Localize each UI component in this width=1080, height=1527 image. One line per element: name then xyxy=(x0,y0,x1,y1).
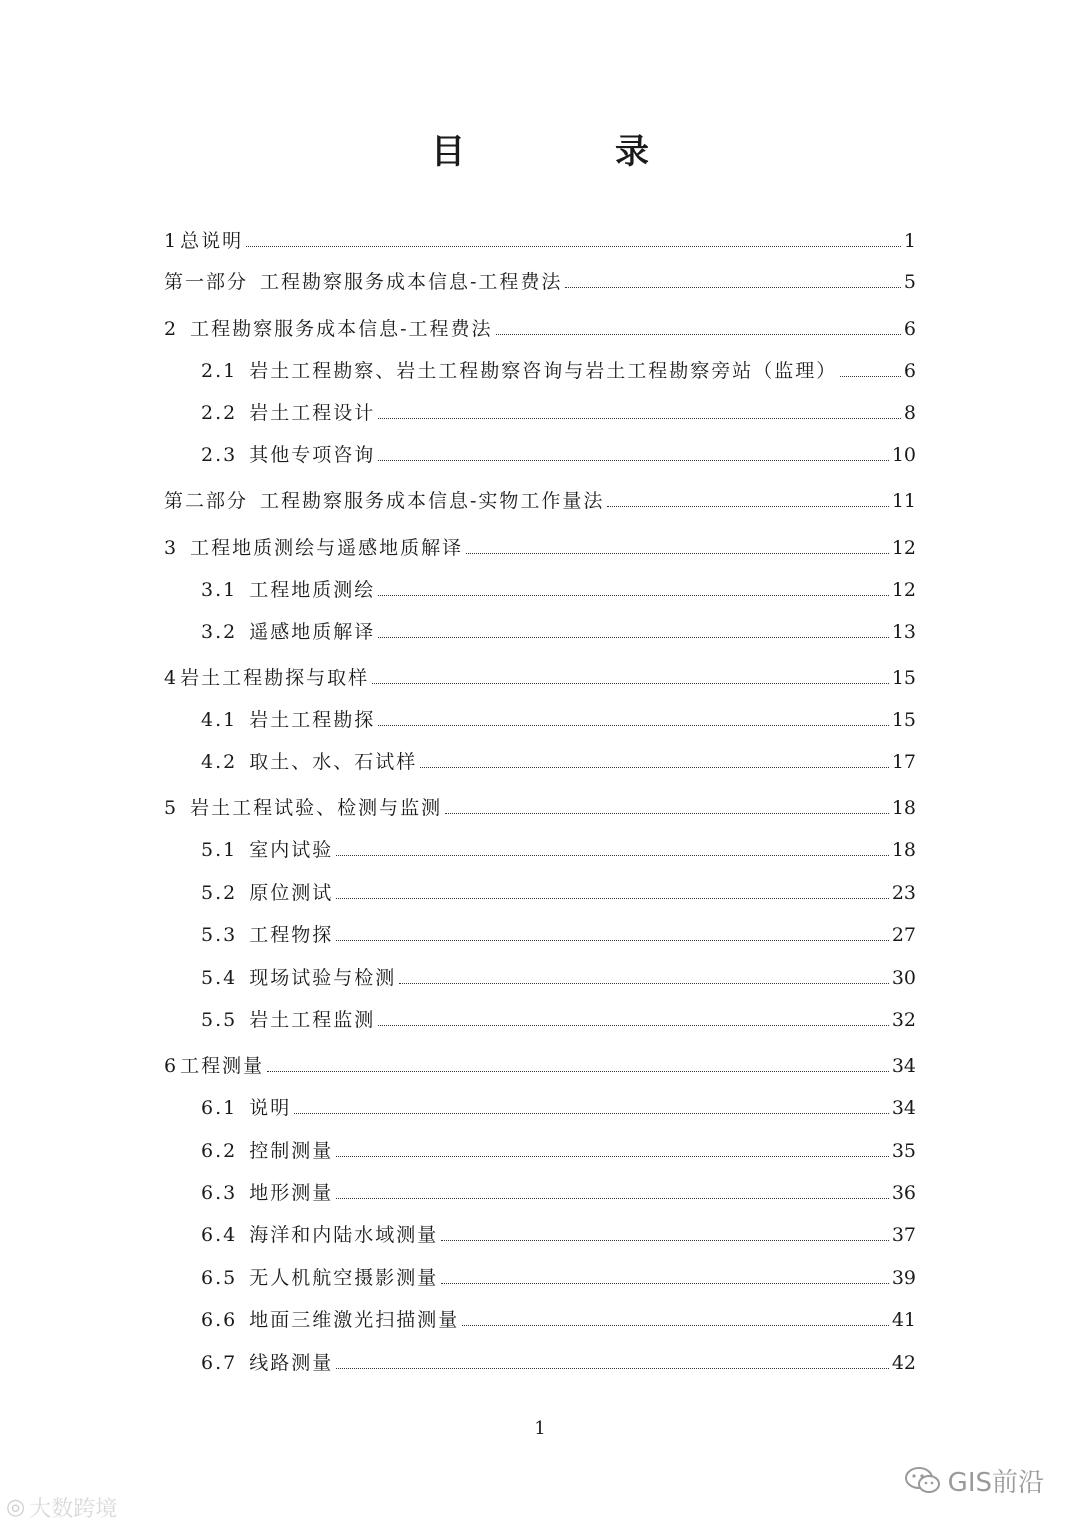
toc-entry-label: 其他专项咨询 xyxy=(249,444,376,466)
toc-entry-label: 海洋和内陆水域测量 xyxy=(249,1224,439,1246)
toc-entry-page: 41 xyxy=(891,1309,916,1331)
toc-entry xyxy=(201,918,916,948)
toc-entry-number: 2.1 xyxy=(201,360,238,382)
toc-entry-page: 10 xyxy=(891,444,916,466)
toc-entry-label: 岩土工程勘察、岩土工程勘察咨询与岩土工程勘察旁站（监理） xyxy=(249,360,838,382)
toc-entry xyxy=(201,1176,916,1206)
toc-entry-label: 工程勘察服务成本信息-工程费法 xyxy=(260,271,563,293)
camera-logo-icon: ◎ xyxy=(6,1495,26,1520)
dot-leader xyxy=(445,813,889,814)
dot-leader xyxy=(336,898,889,899)
dot-leader xyxy=(565,287,900,288)
toc-entry-label: 岩土工程勘探 xyxy=(249,709,376,731)
toc-entry xyxy=(201,1091,916,1121)
toc-entry-page: 6 xyxy=(903,360,916,382)
toc-entry-page: 32 xyxy=(891,1009,916,1031)
watermark-left-text: 大数跨境 xyxy=(29,1497,118,1522)
toc-entry-page: 42 xyxy=(891,1352,916,1374)
toc-entry-number: 5.3 xyxy=(201,924,238,946)
dot-leader xyxy=(378,418,901,419)
dot-leader xyxy=(378,1025,889,1026)
toc-entry-page: 15 xyxy=(891,709,916,731)
toc-entry-number: 2 xyxy=(164,318,179,340)
toc-entry-label: 工程物探 xyxy=(249,924,334,946)
toc-entry-page: 18 xyxy=(891,839,916,861)
toc-entry-label: 岩土工程试验、检测与监测 xyxy=(190,797,443,819)
dot-leader xyxy=(336,940,889,941)
toc-entry-number: 4 xyxy=(164,667,179,689)
toc-entry-page: 13 xyxy=(891,621,916,643)
toc-entry xyxy=(164,265,916,295)
toc-entry xyxy=(201,876,916,906)
toc-entry-label: 遥感地质解译 xyxy=(249,621,376,643)
toc-entry-page: 12 xyxy=(891,537,916,559)
dot-leader xyxy=(336,1198,889,1199)
toc-entry-page: 39 xyxy=(891,1267,916,1289)
toc-entry-number: 6.1 xyxy=(201,1097,238,1119)
toc-entry-label: 工程测量 xyxy=(180,1055,265,1077)
toc-entry-page: 17 xyxy=(891,751,916,773)
toc-entry-label: 室内试验 xyxy=(249,839,334,861)
toc-entry-label: 控制测量 xyxy=(249,1140,334,1162)
toc-entry-label: 说明 xyxy=(249,1097,292,1119)
toc-entry-number: 6 xyxy=(164,1055,179,1077)
dot-leader xyxy=(607,506,888,507)
toc-entry xyxy=(201,1003,916,1033)
toc-entry-page: 23 xyxy=(891,882,916,904)
dot-leader xyxy=(441,1283,889,1284)
toc-entry xyxy=(201,615,916,645)
toc-entry-number: 5.4 xyxy=(201,967,238,989)
toc-entry xyxy=(164,661,916,691)
toc-entry-page: 34 xyxy=(891,1097,916,1119)
toc-entry-page: 8 xyxy=(903,402,916,424)
toc-entry xyxy=(164,224,916,254)
toc-entry-page: 1 xyxy=(903,230,916,252)
toc-entry-number: 6.3 xyxy=(201,1182,238,1204)
toc-entry xyxy=(201,745,916,775)
toc-entry-number: 2.3 xyxy=(201,444,238,466)
toc-entry xyxy=(164,1049,916,1079)
dot-leader xyxy=(336,855,889,856)
dot-leader xyxy=(267,1071,889,1072)
toc-entry-label: 岩土工程勘探与取样 xyxy=(180,667,370,689)
dot-leader xyxy=(441,1240,889,1241)
dot-leader xyxy=(399,983,889,984)
dot-leader xyxy=(378,460,889,461)
toc-entry xyxy=(201,1134,916,1164)
toc-entry xyxy=(201,833,916,863)
dot-leader xyxy=(378,595,889,596)
toc-entry-page: 27 xyxy=(891,924,916,946)
toc-entry-label: 工程地质测绘与遥感地质解译 xyxy=(190,537,464,559)
toc-entry xyxy=(201,354,916,384)
toc-entry-number: 5.2 xyxy=(201,882,238,904)
toc-entry-label: 工程勘察服务成本信息-实物工作量法 xyxy=(260,490,605,512)
toc-entry xyxy=(201,703,916,733)
dot-leader xyxy=(462,1325,889,1326)
toc-entry-label: 地面三维激光扫描测量 xyxy=(249,1309,460,1331)
dot-leader xyxy=(840,376,901,377)
toc-entry-number: 6.5 xyxy=(201,1267,238,1289)
toc-entry-page: 5 xyxy=(903,271,916,293)
toc-entry-label: 现场试验与检测 xyxy=(249,967,397,989)
toc-entry xyxy=(201,1261,916,1291)
dot-leader xyxy=(378,637,889,638)
toc-entry-number: 4.2 xyxy=(201,751,238,773)
toc-entry-number: 第二部分 xyxy=(164,490,249,512)
dot-leader xyxy=(336,1156,889,1157)
toc-entry-page: 30 xyxy=(891,967,916,989)
toc-entry-label: 工程地质测绘 xyxy=(249,579,376,601)
toc-entry-number: 2.2 xyxy=(201,402,238,424)
dot-leader xyxy=(372,683,889,684)
toc-entry-number: 3 xyxy=(164,537,179,559)
toc-entry xyxy=(201,573,916,603)
toc-entry-page: 37 xyxy=(891,1224,916,1246)
toc-entry-label: 取土、水、石试样 xyxy=(249,751,418,773)
toc-entry-page: 12 xyxy=(891,579,916,601)
watermark-left xyxy=(6,1492,117,1523)
page-title: 目 录 xyxy=(431,132,707,172)
toc-entry-page: 6 xyxy=(903,318,916,340)
toc-entry xyxy=(201,961,916,991)
toc-entry xyxy=(201,1218,916,1248)
watermark-right-text: GIS前沿 xyxy=(947,1468,1044,1498)
page-number: 1 xyxy=(534,1418,546,1439)
dot-leader xyxy=(246,246,901,247)
toc-entry-number: 6.2 xyxy=(201,1140,238,1162)
toc-entry-number: 3.1 xyxy=(201,579,238,601)
wechat-logo-icon xyxy=(904,1466,942,1496)
toc-entry-label: 无人机航空摄影测量 xyxy=(249,1267,439,1289)
toc-entry xyxy=(201,396,916,426)
toc-entry xyxy=(164,531,916,561)
toc-entry-number: 5 xyxy=(164,797,179,819)
toc-entry xyxy=(201,438,916,468)
dot-leader xyxy=(336,1368,889,1369)
toc-entry-number: 5.5 xyxy=(201,1009,238,1031)
dot-leader xyxy=(466,553,889,554)
toc-entry-page: 11 xyxy=(891,490,916,512)
toc-entry-label: 岩土工程监测 xyxy=(249,1009,376,1031)
watermark-right xyxy=(904,1462,1044,1499)
dot-leader xyxy=(420,767,889,768)
toc-entry-number: 6.7 xyxy=(201,1352,238,1374)
toc-entry-number: 5.1 xyxy=(201,839,238,861)
toc-entry xyxy=(164,791,916,821)
toc-entry-page: 18 xyxy=(891,797,916,819)
toc-entry-number: 6.4 xyxy=(201,1224,238,1246)
toc-entry-page: 15 xyxy=(891,667,916,689)
toc-entry-page: 35 xyxy=(891,1140,916,1162)
dot-leader xyxy=(378,725,889,726)
toc-entry-label: 工程勘察服务成本信息-工程费法 xyxy=(190,318,493,340)
toc-entry xyxy=(201,1346,916,1376)
dot-leader xyxy=(496,334,901,335)
toc-entry xyxy=(164,312,916,342)
toc-entry-number: 第一部分 xyxy=(164,271,249,293)
toc-entry-label: 原位测试 xyxy=(249,882,334,904)
toc-entry xyxy=(201,1303,916,1333)
toc-entry xyxy=(164,484,916,514)
toc-entry-page: 34 xyxy=(891,1055,916,1077)
toc-entry-number: 1 xyxy=(164,230,179,252)
toc-entry-label: 岩土工程设计 xyxy=(249,402,376,424)
toc-entry-number: 3.2 xyxy=(201,621,238,643)
toc-entry-label: 线路测量 xyxy=(249,1352,334,1374)
toc-entry-number: 6.6 xyxy=(201,1309,238,1331)
toc-entry-label: 总说明 xyxy=(180,230,244,252)
toc-entry-page: 36 xyxy=(891,1182,916,1204)
dot-leader xyxy=(294,1113,889,1114)
toc-entry-label: 地形测量 xyxy=(249,1182,334,1204)
toc-entry-number: 4.1 xyxy=(201,709,238,731)
